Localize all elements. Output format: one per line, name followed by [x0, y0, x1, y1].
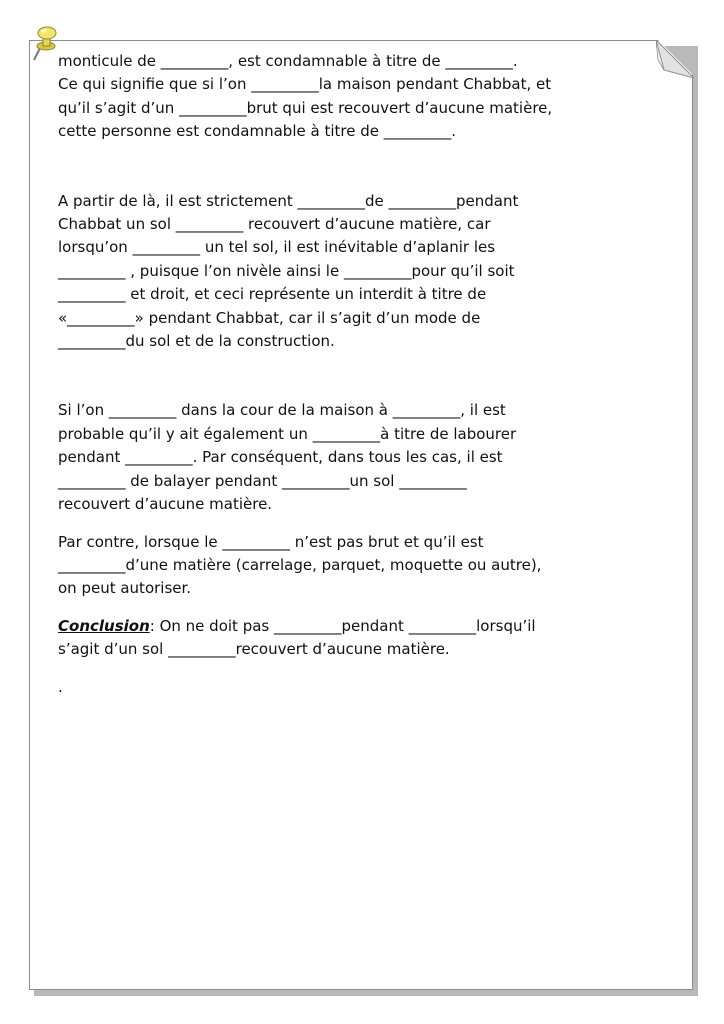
- text-line: pendant _________. Par conséquent, dans tous les cas, il est: [58, 448, 503, 467]
- text-line: lorsqu’on _________ un tel sol, il est inévitable d’aplanir les: [58, 238, 496, 257]
- text-line: A partir de là, il est strictement _________de _________pendant: [58, 191, 519, 210]
- text-line: _________ et droit, et ceci représente un interdit à titre de: [58, 285, 487, 304]
- text-line: on peut autoriser.: [58, 579, 192, 598]
- paragraph-1: [58, 50, 648, 144]
- text-line: recouvert d’aucune matière.: [58, 495, 273, 514]
- paragraph-2: [58, 190, 648, 354]
- text-line: monticule de _________, est condamnable à titre de _________.: [58, 52, 518, 70]
- text-line: _________d’une matière (carrelage, parquet, moquette ou autre),: [58, 555, 542, 574]
- text-line: _________ de balayer pendant _________un sol _________: [58, 471, 467, 490]
- text-line: _________ , puisque l’on nivèle ainsi le _________pour qu’il soit: [58, 261, 515, 280]
- text-line: cette personne est condamnable à titre de _________.: [58, 122, 456, 141]
- conclusion: [58, 615, 648, 662]
- text-line: qu’il s’agit d’un _________brut qui est recouvert d’aucune matière,: [58, 98, 553, 117]
- text-line: «_________» pendant Chabbat, car il s’agit d’un mode de: [58, 308, 481, 327]
- text-line: Ce qui signifie que si l’on _________la maison pendant Chabbat, et: [58, 75, 552, 94]
- conclusion-text: : On ne doit pas _________pendant _________lorsqu’il: [149, 616, 536, 635]
- text-line: Si l’on _________ dans la cour de la maison à _________, il est: [58, 401, 506, 420]
- paragraph-4: [58, 531, 648, 601]
- conclusion-line: [58, 615, 648, 638]
- text-line: probable qu’il y ait également un _________à titre de labourer: [58, 424, 517, 443]
- document-body: [58, 50, 648, 699]
- conclusion-label: Conclusion: [58, 616, 150, 635]
- trailing-period: .: [58, 677, 63, 696]
- text-line: Chabbat un sol _________ recouvert d’aucune matière, car: [58, 215, 491, 234]
- text-line: _________du sol et de la construction.: [58, 332, 335, 351]
- text-line: Par contre, lorsque le _________ n’est pas brut et qu’il est: [58, 532, 484, 551]
- conclusion-line-2: s’agit d’un sol _________recouvert d’aucune matière.: [58, 640, 450, 659]
- paragraph-3: [58, 399, 648, 516]
